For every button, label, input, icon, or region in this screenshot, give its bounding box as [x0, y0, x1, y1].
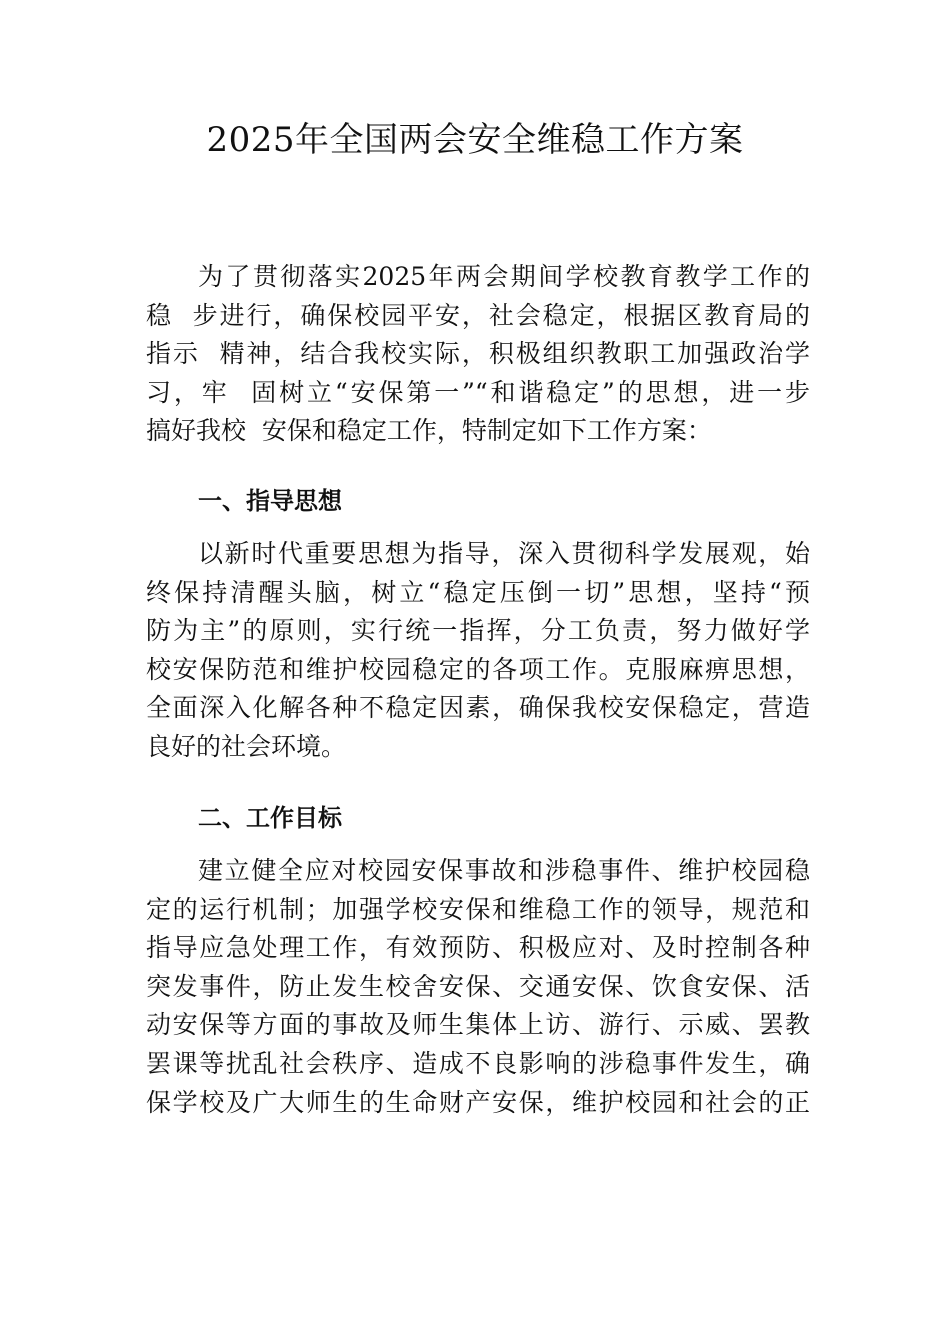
paragraph-line: 以新时代重要思想为指导，深入贯彻科学发展观，始 — [198, 539, 810, 568]
section-heading-guiding-ideology: 一、指导思想 — [198, 487, 342, 515]
paragraph-line: 搞好我校 安保和稳定工作，特制定如下工作方案： — [146, 416, 712, 446]
paragraph-line: 指导应急处理工作，有效预防、积极应对、及时控制各种 — [146, 933, 810, 963]
paragraph-line: 校安保防范和维护校园稳定的各项工作。克服麻痹思想， — [146, 654, 810, 684]
paragraph-line: 防为主”的原则，实行统一指挥，分工负责，努力做好学 — [146, 616, 810, 646]
paragraph-line: 建立健全应对校园安保事故和涉稳事件、维护校园稳 — [198, 856, 810, 885]
intro-paragraph — [146, 258, 810, 451]
section-heading-work-goals: 二、工作目标 — [198, 804, 342, 832]
work-goals-paragraph — [146, 852, 810, 1122]
document-title: 2025年全国两会安全维稳工作方案 — [206, 120, 744, 160]
paragraph-line: 指示 精神，结合我校实际，积极组织教职工加强政治学 — [146, 339, 810, 369]
paragraph-line: 习，牢 固树立“安保第一”“和谐稳定”的思想，进一步 — [146, 377, 810, 407]
paragraph-line: 保学校及广大师生的生命财产安保，维护校园和社会的正 — [146, 1087, 810, 1117]
paragraph-line: 为了贯彻落实2025年两会期间学校教育教学工作的 — [198, 262, 810, 291]
paragraph-line: 定的运行机制；加强学校安保和维稳工作的领导，规范和 — [146, 894, 810, 924]
paragraph-line: 罢课等扰乱社会秩序、造成不良影响的涉稳事件发生，确 — [146, 1048, 810, 1078]
paragraph-line: 突发事件，防止发生校舍安保、交通安保、饮食安保、活 — [146, 971, 810, 1001]
paragraph-line: 动安保等方面的事故及师生集体上访、游行、示威、罢教 — [146, 1010, 810, 1040]
paragraph-line: 良好的社会环境。 — [146, 731, 347, 761]
paragraph-line: 稳 步进行，确保校园平安，社会稳定，根据区教育局的 — [146, 300, 810, 330]
paragraph-line: 全面深入化解各种不稳定因素，确保我校安保稳定，营造 — [146, 693, 810, 723]
paragraph-line: 终保持清醒头脑，树立“稳定压倒一切”思想，坚持“预 — [146, 577, 810, 607]
guiding-ideology-paragraph — [146, 535, 810, 767]
